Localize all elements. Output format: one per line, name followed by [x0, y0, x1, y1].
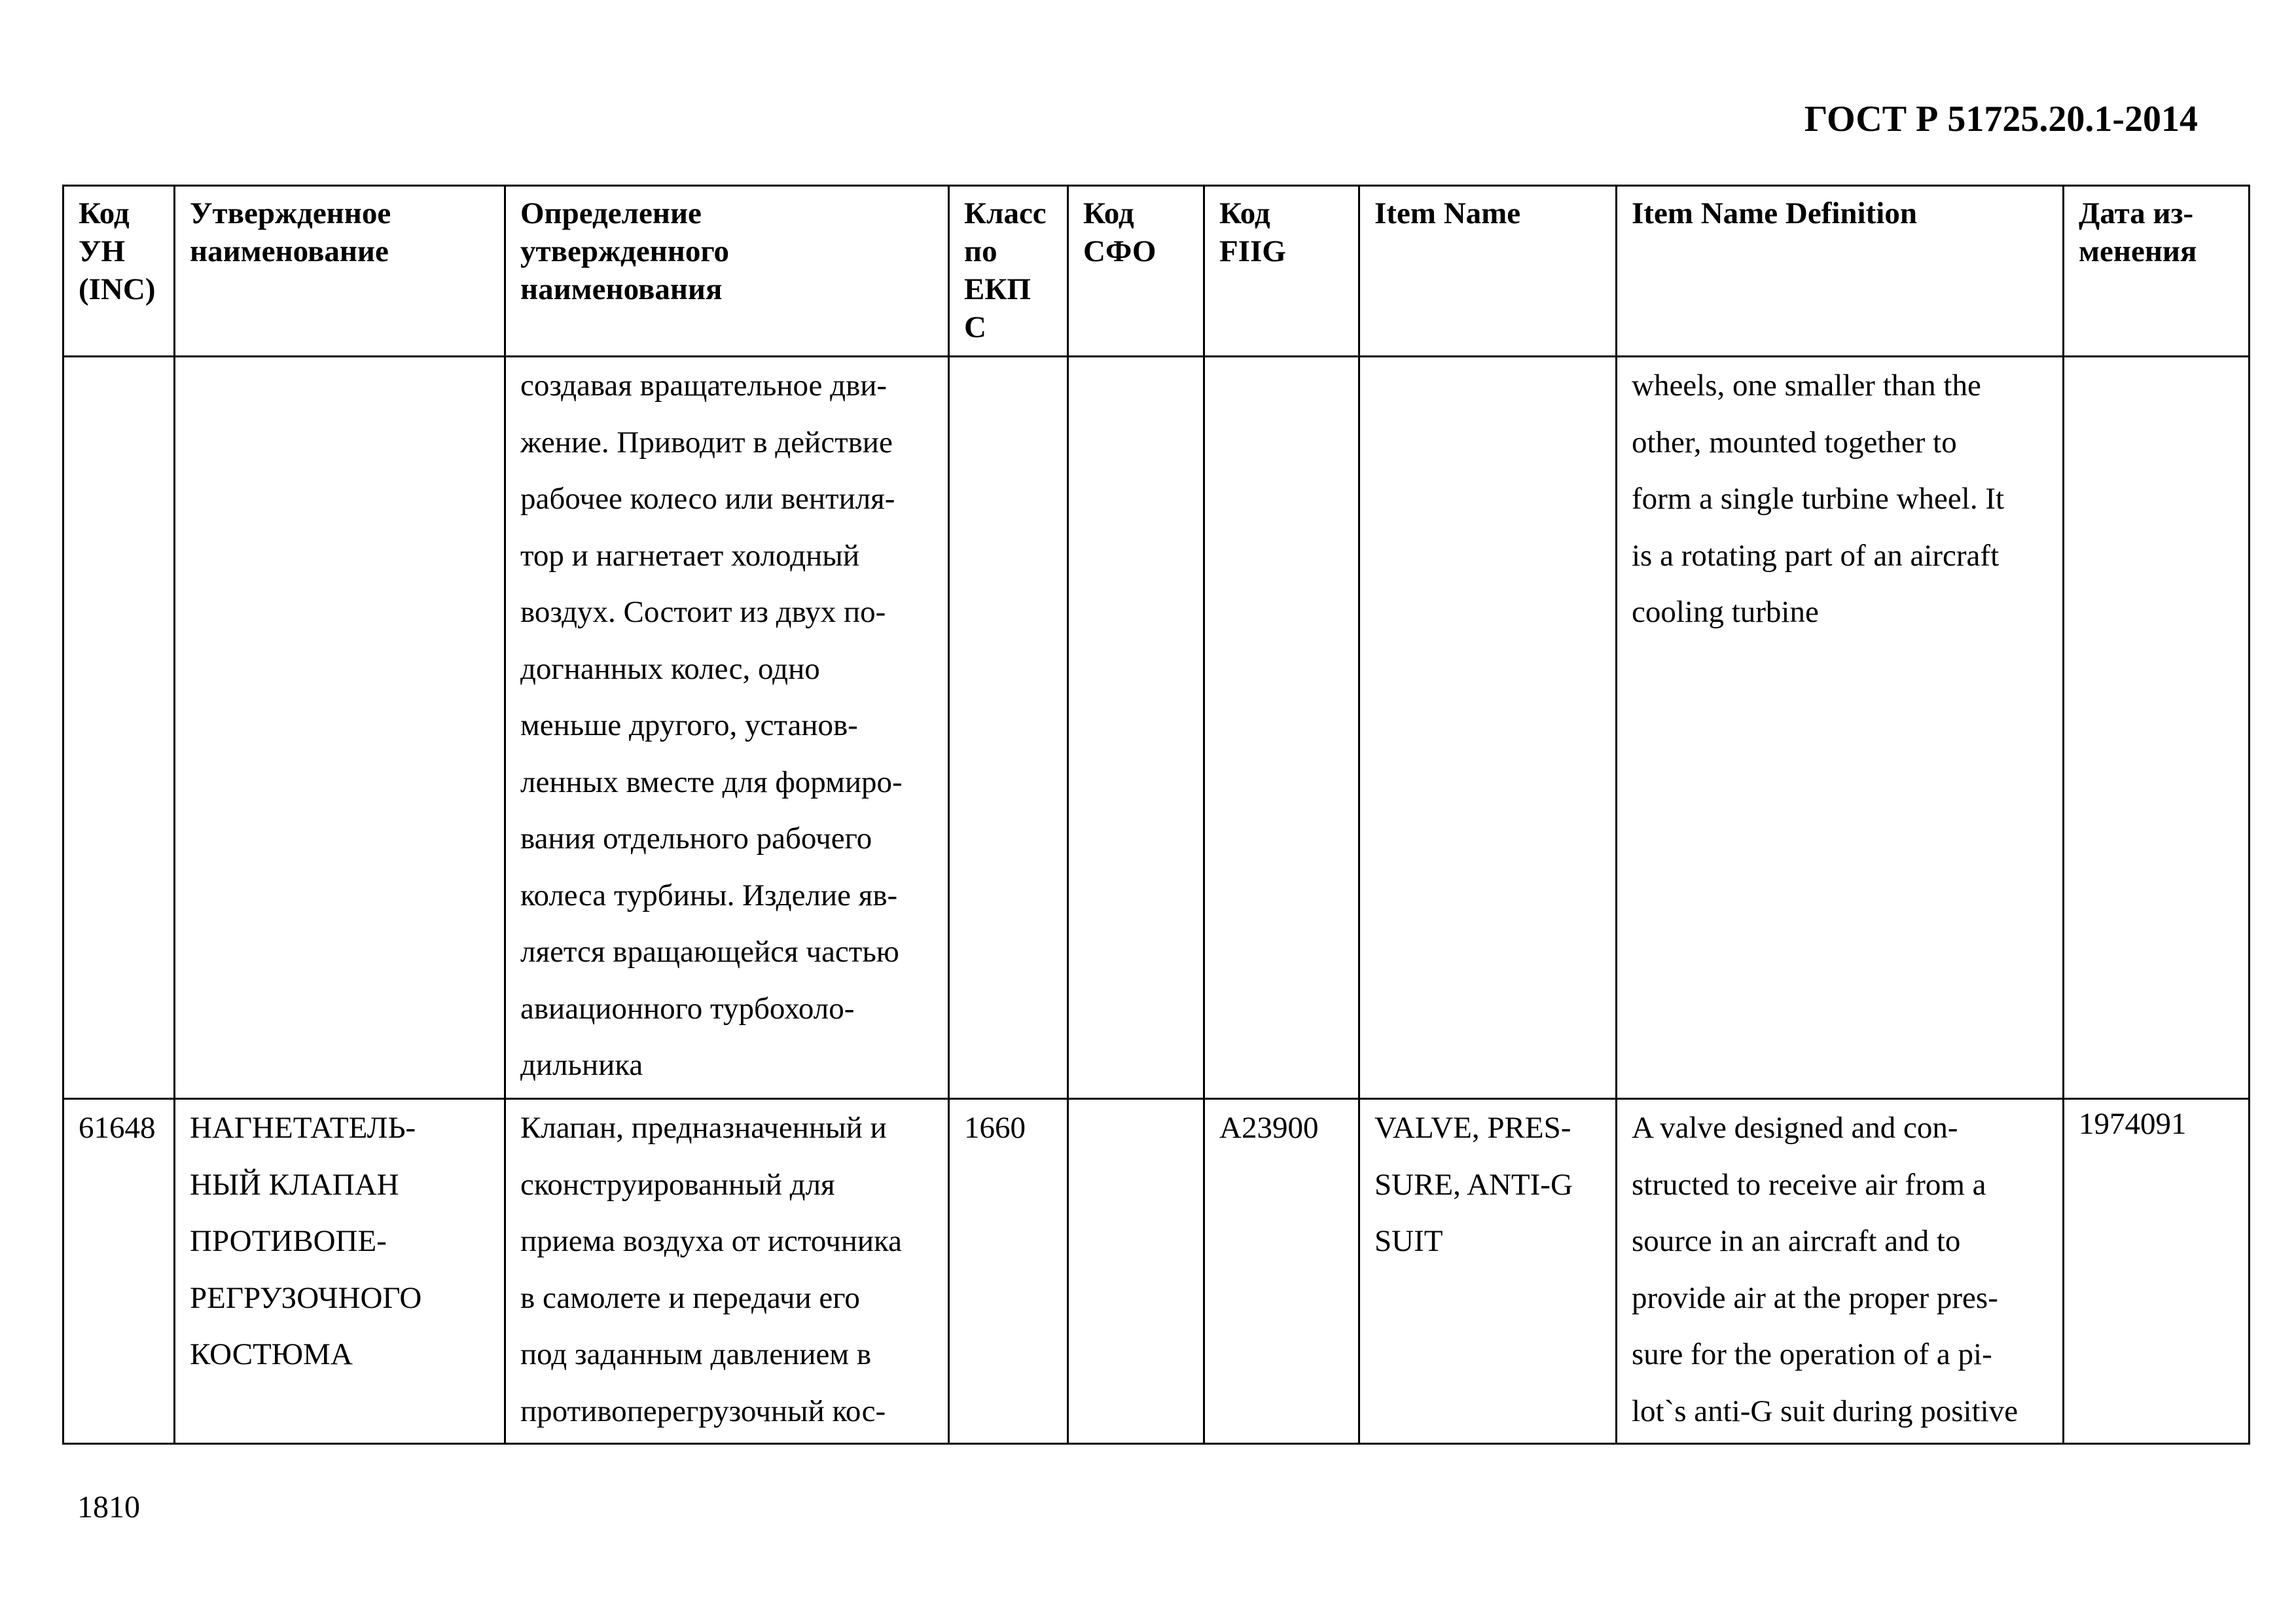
- catalog-table: [62, 185, 2250, 1445]
- header-item-name: Item Name: [1359, 186, 1617, 357]
- header-inc: Код УН (INC): [63, 186, 175, 357]
- header-fiig: Код FIIG: [1204, 186, 1359, 357]
- cell-class: [949, 357, 1068, 1099]
- cell-sfo: [1068, 357, 1204, 1099]
- page-number: 1810: [77, 1490, 140, 1525]
- table-header-row: [63, 186, 2250, 357]
- header-approved-name: Утвержденное наименование: [175, 186, 505, 357]
- cell-item-name: VALVE, PRES- SURE, ANTI-G SUIT: [1359, 1099, 1617, 1444]
- cell-fiig: A23900: [1204, 1099, 1359, 1444]
- cell-class: 1660: [949, 1099, 1068, 1444]
- cell-inc: 61648: [63, 1099, 175, 1444]
- header-definition: Определение утвержденного наименования: [505, 186, 949, 357]
- cell-date: 1974091: [2064, 1099, 2250, 1444]
- cell-date: [2064, 357, 2250, 1099]
- header-class: Класс по ЕКП С: [949, 186, 1068, 357]
- cell-approved-name: НАГНЕТАТЕЛЬ- НЫЙ КЛАПАН ПРОТИВОПЕ- РЕГРУЗОЧНОГО КОСТЮМА: [175, 1099, 505, 1444]
- cell-definition: Клапан, предназначенный и сконструированный для приема воздуха от источника в самолете и передачи его под заданным давлением в противоперегрузочный кос-: [505, 1099, 949, 1444]
- cell-item-definition: A valve designed and con- structed to receive air from a source in an aircraft and to provide air at the proper pres- sure for the operation of a pi- lot`s anti-G suit during positive: [1617, 1099, 2064, 1444]
- cell-approved-name: [175, 357, 505, 1099]
- cell-inc: [63, 357, 175, 1099]
- header-sfo: Код СФО: [1068, 186, 1204, 357]
- table-row: [63, 1099, 2250, 1444]
- table-row: [63, 357, 2250, 1099]
- cell-item-name: [1359, 357, 1617, 1099]
- header-item-definition: Item Name Definition: [1617, 186, 2064, 357]
- cell-fiig: [1204, 357, 1359, 1099]
- cell-definition: создавая вращательное дви- жение. Приводит в действие рабочее колесо или вентиля- тор и нагнетает холодный воздух. Состоит из двух по- догнанных колес, одно меньше другого, установ- ленных вместе для формиро- вания отдельного рабочего колеса турбины. Изделие яв- ляется вращающейся частью авиационного турбохоло- дильника: [505, 357, 949, 1099]
- cell-sfo: [1068, 1099, 1204, 1444]
- cell-item-definition: wheels, one smaller than the other, mounted together to form a single turbine wheel. It is a rotating part of an aircraft cooling turbine: [1617, 357, 2064, 1099]
- header-date: Дата из- менения: [2064, 186, 2250, 357]
- document-code: ГОСТ Р 51725.20.1-2014: [1804, 99, 2198, 139]
